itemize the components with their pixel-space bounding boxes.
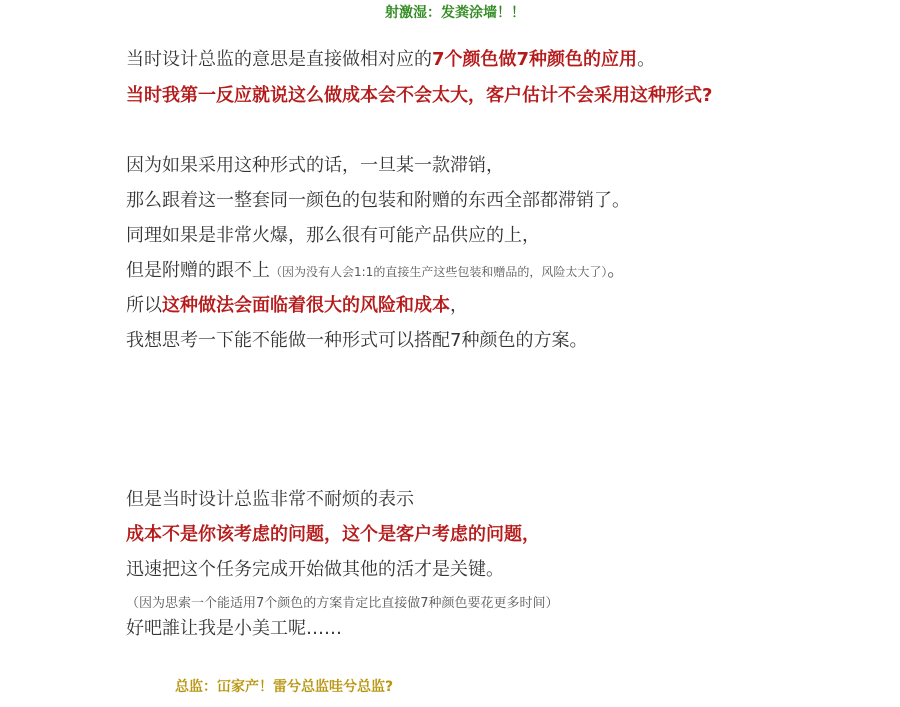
text-line-7 bbox=[126, 294, 468, 318]
text-line-1-end: 。 bbox=[637, 49, 656, 70]
bottom-caption: 总监：冚家产！雷兮总监哇兮总监? bbox=[175, 679, 394, 695]
text-line-5: 同理如果是非常火爆，那么很有可能产品供应的上， bbox=[126, 225, 540, 246]
text-line-3: 因为如果采用这种形式的话，一旦某一款滞销， bbox=[126, 155, 504, 176]
text-line-6 bbox=[126, 259, 625, 284]
text-line-1-highlight: 7个颜色做7种颜色的应用 bbox=[432, 49, 638, 70]
text-line-4: 那么跟着这一整套同一颜色的包装和附赠的东西全部都滞销了。 bbox=[126, 190, 630, 211]
text-line-6-normal: 但是附赠的跟不上 bbox=[126, 260, 270, 281]
text-line-2-highlight: 当时我第一反应就说这么做成本会不会太大，客户估计不会采用这种形式? bbox=[126, 85, 713, 106]
text-line-7-end: ， bbox=[450, 295, 468, 316]
text-line-12-note: （因为思索一个能适用7个颜色的方案肯定比直接做7种颜色要花更多时间） bbox=[126, 596, 559, 611]
text-line-6-end: 。 bbox=[607, 260, 626, 281]
text-line-11: 迅速把这个任务完成开始做其他的活才是关键。 bbox=[126, 559, 504, 580]
text-line-8: 我想思考一下能不能做一种形式可以搭配7种颜色的方案。 bbox=[126, 330, 588, 351]
text-line-7-highlight: 这种做法会面临着很大的风险和成本 bbox=[162, 295, 450, 316]
top-caption: 射激湿：发粪涂墙！！ bbox=[385, 5, 525, 21]
text-line-9: 但是当时设计总监非常不耐烦的表示 bbox=[126, 489, 414, 510]
text-line-7-normal: 所以 bbox=[126, 295, 162, 316]
text-line-13: 好吧誰让我是小美工呢…… bbox=[126, 618, 342, 639]
text-line-1-normal: 当时设计总监的意思是直接做相对应的 bbox=[126, 49, 432, 70]
text-line-1 bbox=[126, 48, 655, 72]
text-line-6-aside: （因为没有人会1:1的直接生产这些包装和赠品的，风险太大了） bbox=[270, 265, 608, 279]
text-line-10-highlight: 成本不是你该考虑的问题，这个是客户考虑的问题， bbox=[126, 524, 540, 545]
